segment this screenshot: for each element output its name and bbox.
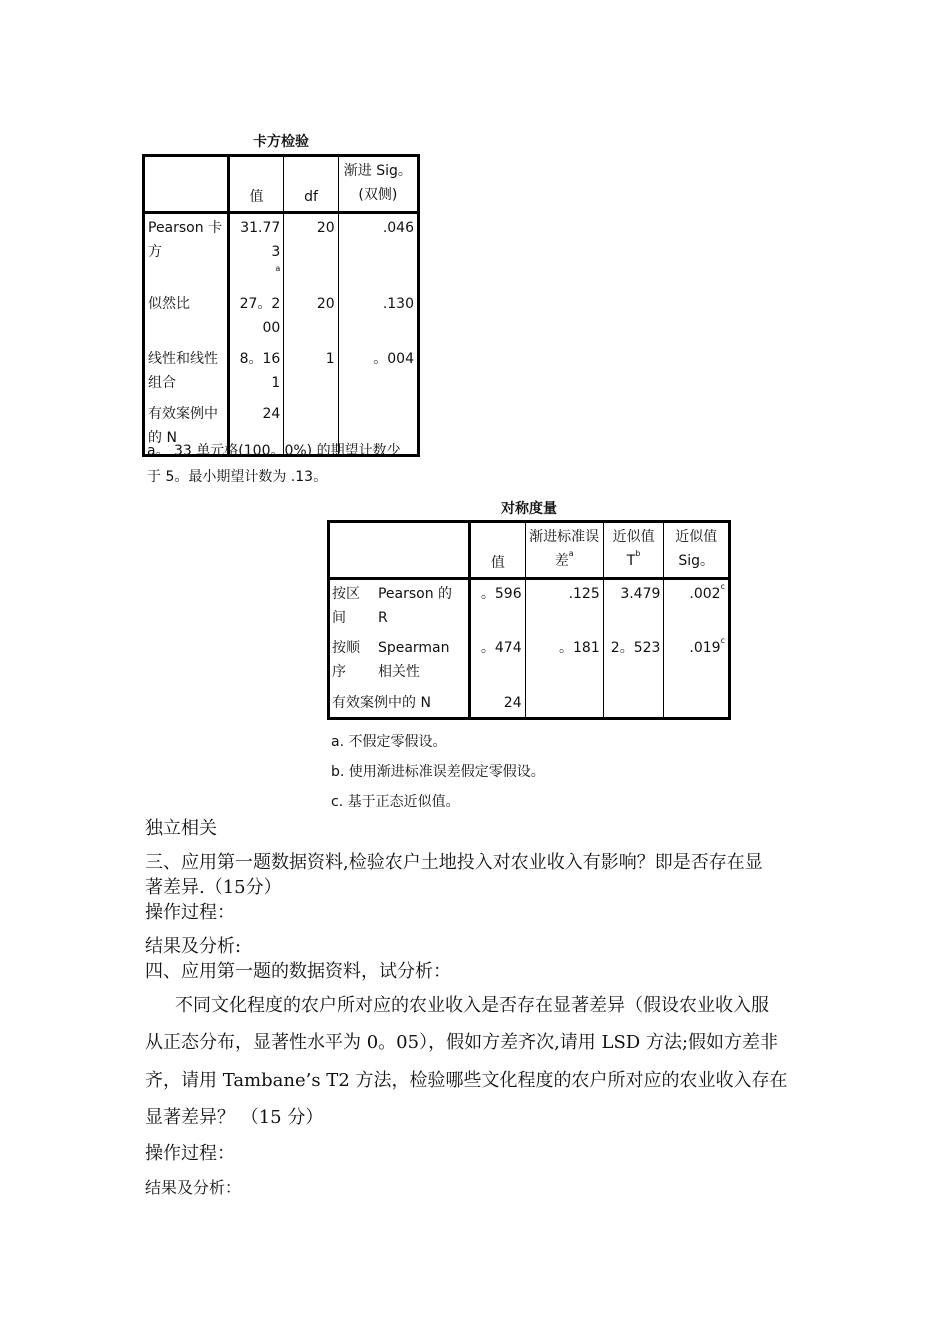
symmetric-header-row xyxy=(329,522,730,579)
question-4-title: 四、应用第一题的数据资料，试分析： xyxy=(145,961,451,982)
symmetric-measures-title: 对称度量 xyxy=(501,501,557,517)
footnote-mark: a xyxy=(275,264,281,273)
row-measure: Pearson 的 R xyxy=(377,586,453,626)
header-ase-line1: 渐进标准误 xyxy=(529,529,600,545)
question-3-process-label: 操作过程： xyxy=(145,902,235,923)
row-label: 有效案例中的 N xyxy=(148,406,218,446)
cell-sig: .130 xyxy=(382,296,414,312)
row-label: Pearson 卡方 xyxy=(148,220,223,260)
cell-sig: .046 xyxy=(382,220,414,236)
header-value: 值 xyxy=(249,189,264,205)
row-group: 按区间 xyxy=(332,586,360,626)
note-line: b. 使用渐进标准误差假定零假设。 xyxy=(331,764,545,780)
table-row xyxy=(144,213,419,291)
row-label: 似然比 xyxy=(148,296,190,312)
question-4-process-label: 操作过程： xyxy=(145,1143,235,1164)
header-t-line1: 近似值 xyxy=(612,529,655,545)
question-4-paragraph-line1: 不同文化程度的农户所对应的农业收入是否存在显著差异（假设农业收入服 xyxy=(175,995,769,1016)
cell-df: 20 xyxy=(316,220,335,236)
header-df: df xyxy=(304,189,318,205)
table-row xyxy=(329,634,730,689)
question-4-paragraph-line4: 显著差异？ （15 分） xyxy=(145,1107,324,1128)
cell-value: 31.773 xyxy=(240,220,281,260)
chi-square-footnote xyxy=(147,438,401,490)
table-row xyxy=(329,579,730,634)
footnote-line: a。 33 单元格(100。0%) 的期望计数少 xyxy=(147,443,401,459)
table-row xyxy=(144,345,419,400)
row-label: 线性和线性组合 xyxy=(148,351,218,391)
footnote-mark: c xyxy=(720,582,725,591)
header-t-line2: T xyxy=(626,553,636,569)
question-4-result-label: 结果及分析： xyxy=(145,1178,242,1197)
header-sig-line2: (双侧) xyxy=(358,187,398,203)
cell-df: 20 xyxy=(316,296,335,312)
independent-correlation-label: 独立相关 xyxy=(145,818,217,839)
cell-sig: 。004 xyxy=(373,351,414,367)
cell-t: 3.479 xyxy=(620,586,661,602)
row-measure: Spearman 相关性 xyxy=(377,639,450,680)
cell-n: 24 xyxy=(503,694,522,711)
question-4-paragraph-line3: 齐，请用 Tambane’s T2 方法，检验哪些文化程度的农户所对应的农业收入存在 xyxy=(145,1070,788,1091)
cell-value: 27。200 xyxy=(239,296,281,336)
note-line: a. 不假定零假设。 xyxy=(331,734,447,750)
chi-square-table xyxy=(142,154,420,457)
chi-square-title: 卡方检验 xyxy=(253,134,309,150)
symmetric-notes xyxy=(331,727,545,817)
footnote-line: 于 5。最小期望计数为 .13。 xyxy=(147,469,328,485)
footnote-mark: c xyxy=(720,635,725,645)
footnote-mark: b xyxy=(635,549,641,558)
question-4-paragraph-line2: 从正态分布，显著性水平为 0。05），假如方差齐次,请用 LSD 方法;假如方差非 xyxy=(145,1032,779,1053)
note-line: c. 基于正态近似值。 xyxy=(331,794,460,810)
cell-value: 。474 xyxy=(480,639,522,656)
header-sig-line2: Sig。 xyxy=(678,553,715,569)
cell-sig: .002 xyxy=(689,586,721,602)
symmetric-measures-table xyxy=(327,520,731,720)
cell-value: 。596 xyxy=(480,586,522,602)
cell-ase: 。181 xyxy=(559,639,600,656)
question-3-result-label: 结果及分析: xyxy=(145,936,242,957)
header-sig-line1: 近似值 xyxy=(675,529,718,545)
header-ase-line2: 差 xyxy=(554,553,569,569)
table-row xyxy=(144,290,419,345)
cell-ase: .125 xyxy=(568,586,600,602)
question-3-line1: 三、应用第一题数据资料,检验农户土地投入对农业收入有影响？即是否存在显 xyxy=(145,852,763,873)
cell-sig: .019 xyxy=(689,639,721,656)
cell-t: 2。523 xyxy=(610,639,661,656)
row-label-n: 有效案例中的 N xyxy=(332,694,431,711)
footnote-mark: a xyxy=(568,549,574,558)
row-group: 按顺序 xyxy=(332,639,360,680)
table-row xyxy=(329,689,730,719)
cell-value: 24 xyxy=(262,406,281,422)
cell-value: 8。161 xyxy=(239,351,281,391)
cell-df: 1 xyxy=(325,351,335,367)
header-sig-line1: 渐进 Sig。 xyxy=(343,163,412,179)
header-value: 值 xyxy=(490,555,505,571)
question-3-line2: 著差异.（15分） xyxy=(145,877,282,898)
chi-square-header-row xyxy=(144,156,419,213)
